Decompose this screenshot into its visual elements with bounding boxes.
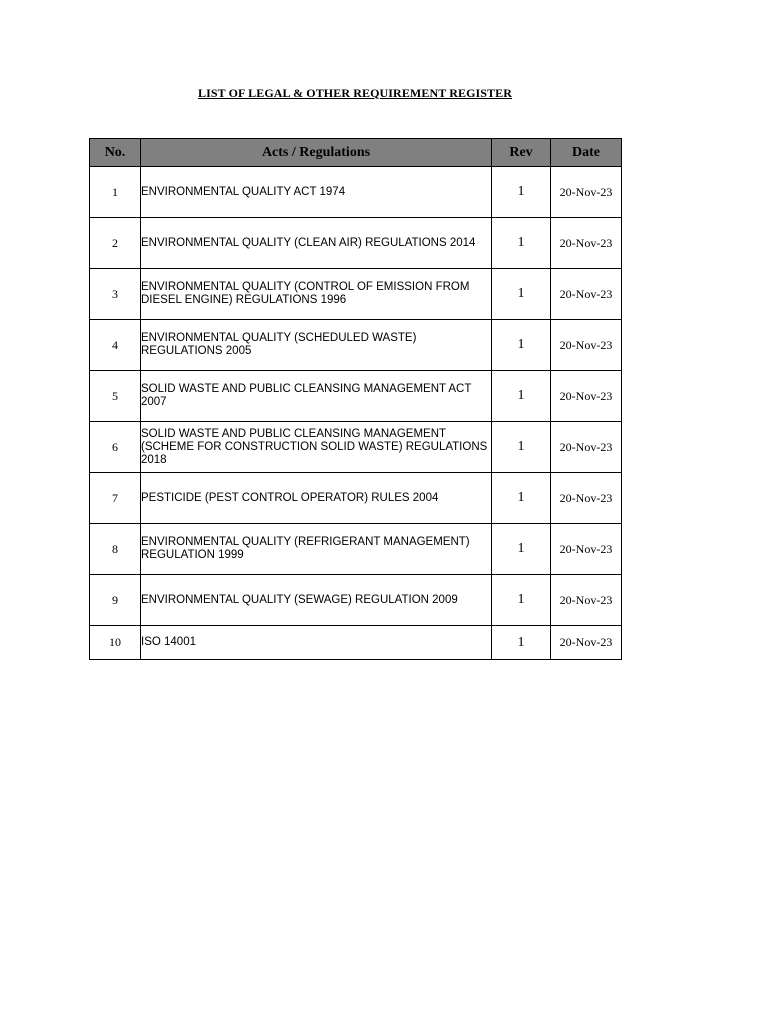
revision: 1 [492,320,551,371]
act-regulation: ISO 14001 [141,626,492,660]
header-acts-regulations: Acts / Regulations [141,139,492,167]
date: 20-Nov-23 [551,371,622,422]
revision: 1 [492,626,551,660]
date: 20-Nov-23 [551,167,622,218]
revision: 1 [492,269,551,320]
act-regulation: ENVIRONMENTAL QUALITY ACT 1974 [141,167,492,218]
table-row [90,575,622,626]
table-row [90,371,622,422]
table-row [90,269,622,320]
header-rev: Rev [492,139,551,167]
row-number: 9 [90,575,141,626]
header-no: No. [90,139,141,167]
row-number: 10 [90,626,141,660]
date: 20-Nov-23 [551,320,622,371]
act-regulation: ENVIRONMENTAL QUALITY (SEWAGE) REGULATION 2009 [141,575,492,626]
date: 20-Nov-23 [551,218,622,269]
header-date: Date [551,139,622,167]
table-row [90,422,622,473]
date: 20-Nov-23 [551,269,622,320]
date: 20-Nov-23 [551,626,622,660]
table-row [90,320,622,371]
requirement-register-table [89,138,622,660]
row-number: 4 [90,320,141,371]
revision: 1 [492,371,551,422]
table-row [90,473,622,524]
row-number: 3 [90,269,141,320]
table-row [90,167,622,218]
revision: 1 [492,422,551,473]
row-number: 6 [90,422,141,473]
page-title: LIST OF LEGAL & OTHER REQUIREMENT REGISTER [197,86,513,100]
table-row [90,218,622,269]
table-row [90,626,622,660]
row-number: 2 [90,218,141,269]
revision: 1 [492,473,551,524]
row-number: 5 [90,371,141,422]
revision: 1 [492,218,551,269]
act-regulation: SOLID WASTE AND PUBLIC CLEANSING MANAGEMENT (SCHEME FOR CONSTRUCTION SOLID WASTE) REGULATIONS 2018 [141,422,492,473]
date: 20-Nov-23 [551,422,622,473]
revision: 1 [492,167,551,218]
act-regulation: ENVIRONMENTAL QUALITY (SCHEDULED WASTE) REGULATIONS 2005 [141,320,492,371]
table-row [90,524,622,575]
row-number: 7 [90,473,141,524]
act-regulation: ENVIRONMENTAL QUALITY (REFRIGERANT MANAGEMENT) REGULATION 1999 [141,524,492,575]
act-regulation: PESTICIDE (PEST CONTROL OPERATOR) RULES 2004 [141,473,492,524]
date: 20-Nov-23 [551,524,622,575]
revision: 1 [492,575,551,626]
act-regulation: ENVIRONMENTAL QUALITY (CONTROL OF EMISSION FROM DIESEL ENGINE) REGULATIONS 1996 [141,269,492,320]
revision: 1 [492,524,551,575]
date: 20-Nov-23 [551,575,622,626]
date: 20-Nov-23 [551,473,622,524]
act-regulation: ENVIRONMENTAL QUALITY (CLEAN AIR) REGULATIONS 2014 [141,218,492,269]
act-regulation: SOLID WASTE AND PUBLIC CLEANSING MANAGEMENT ACT 2007 [141,371,492,422]
row-number: 8 [90,524,141,575]
table-header-row [90,139,622,167]
row-number: 1 [90,167,141,218]
